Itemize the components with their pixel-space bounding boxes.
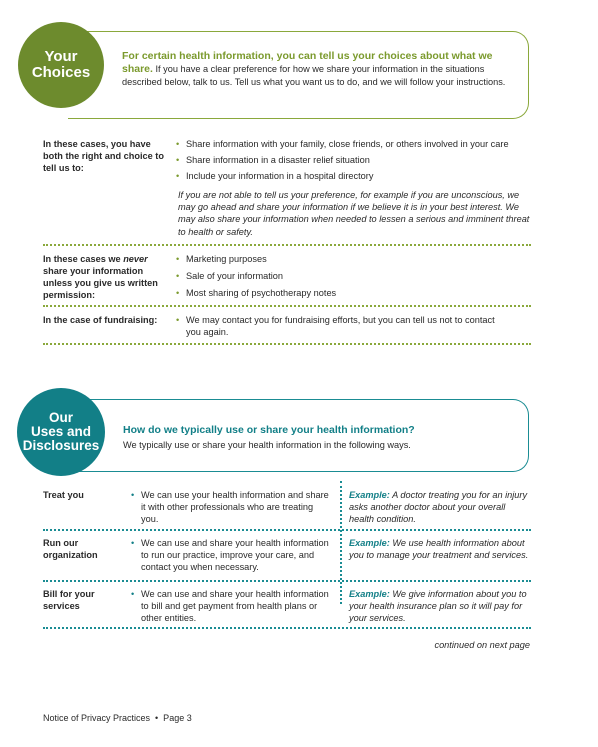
choices-row2-list [176,253,536,300]
example-text: We give information about you to your health insurance plan so it will pay for your services. [349,589,527,624]
choices-circle-line2: Choices [31,64,91,81]
example-label: Example: [349,490,390,500]
list-item: • We can use your health information and share it with other professionals who are treating you. [131,489,331,526]
column-divider [340,481,342,604]
list-item: • We can use and share your health information to run our practice, improve your care, and contact you when necessary. [131,537,336,574]
list-item: • Marketing purposes [176,253,536,265]
example-text: We use health information about you to manage your treatment and services. [349,538,529,561]
list-item: • Sale of your information [176,270,536,282]
choices-intro-rest: If you have a clear preference for how we share your information in the situations described below, talk to us. Tell us what you want us to do, and we will follow your instructions. [122,64,506,87]
example-label: Example: [349,538,390,548]
choices-row1-list [176,138,536,183]
choices-row1-label: In these cases, you have both the right and choice to tell us to: [43,139,164,173]
divider [43,580,531,582]
list-item: • Share information in a disaster relief situation [176,154,536,166]
uses-circle-line2: Uses and [30,423,92,439]
choices-intro-text [122,50,517,89]
choices-row2-label-em: never [123,254,148,264]
divider [43,244,531,246]
choices-row2-label [43,253,168,301]
list-item: • Share information with your family, close friends, or others involved in your care [176,138,536,150]
divider [43,343,531,345]
list-item: • Include your information in a hospital directory [176,170,536,182]
uses-row3-list [131,588,331,625]
choices-intro-lead: For certain health information, you can tell us your choices about what we share. [122,50,493,75]
choices-row3-list [176,314,496,338]
uses-row3-example [349,588,531,625]
uses-row1-example [349,489,531,526]
uses-row1-label: Treat you [43,490,84,500]
choices-row2-label-b: share your information unless you give us written permission: [43,266,158,300]
choices-circle [18,22,104,108]
divider [43,627,531,629]
divider [43,529,531,531]
list-item: • Most sharing of psychotherapy notes [176,287,536,299]
uses-subheading: We typically use or share your health information in the following ways. [123,440,411,450]
choices-circle-line1: Your [44,48,78,66]
uses-row2-label: Run our organization [43,538,98,560]
uses-row1-list [131,489,331,526]
divider [43,305,531,307]
uses-circle [17,388,105,476]
choices-row3-label: In the case of fundraising: [43,315,158,325]
uses-row2-example [349,537,531,561]
list-item: • We may contact you for fundraising efforts, but you can tell us not to contact you again. [176,314,496,338]
example-text: A doctor treating you for an injury asks another doctor about your overall health condition. [349,490,528,525]
uses-circle-line1: Our [48,409,73,425]
list-item: • We can use and share your health information to bill and get payment from health plans or other entities. [131,588,331,625]
uses-circle-line3: Disclosures [22,438,100,454]
choices-row1-note: If you are not able to tell us your preference, for example if you are unconscious, we may go ahead and share your information if we believe it is in your best interest. We may also share your information when needed to lessen a serious and imminent threat to health or safety. [178,190,530,237]
example-label: Example: [349,589,390,599]
uses-row2-list [131,537,336,574]
uses-row3-label: Bill for your services [43,589,95,611]
choices-row2-label-a: In these cases we [43,254,124,264]
page-footer: Notice of Privacy Practices • Page 3 [43,713,192,723]
uses-heading: How do we typically use or share your health information? [123,424,415,436]
continued-note: continued on next page [434,640,530,650]
